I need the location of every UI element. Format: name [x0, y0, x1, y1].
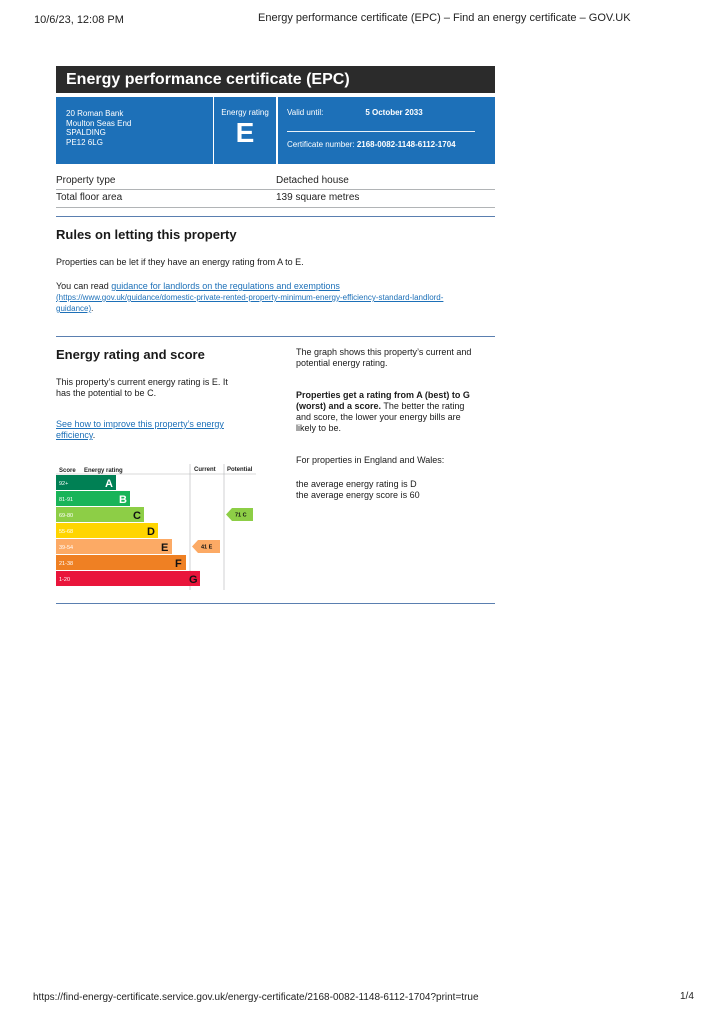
validity-divider — [287, 131, 475, 132]
rating-explanation — [296, 390, 470, 434]
improve-link-line-2[interactable]: efficiency — [56, 430, 93, 440]
chart-header-current: Current — [194, 467, 216, 473]
bold-line-2: (worst) and a score. — [296, 401, 382, 411]
chart-band-bar-d — [78, 523, 158, 538]
address-block — [56, 97, 213, 164]
property-type-value: Detached house — [276, 175, 349, 186]
graph-description — [296, 347, 471, 369]
improve-link-line-1[interactable]: See how to improve this property’s energy — [56, 419, 224, 429]
chart-score-range-b: 81-91 — [59, 497, 74, 503]
floor-area-label: Total floor area — [56, 192, 123, 203]
current-rating-text — [56, 377, 228, 399]
chart-score-range-e: 39-54 — [59, 545, 74, 551]
chart-header-potential: Potential — [227, 467, 253, 473]
graph-description-line-2: potential energy rating. — [296, 358, 388, 368]
section-divider — [56, 216, 495, 217]
improve-suffix: . — [92, 430, 96, 440]
print-page-title: Energy performance certificate (EPC) – Find an energy certificate – GOV.UK — [258, 12, 631, 24]
valid-until-label: Valid until: — [287, 108, 324, 117]
chart-current-label: 41 E — [201, 544, 213, 551]
explanation-line-3: and score, the lower your energy bills are — [296, 412, 461, 422]
chart-band-letter-f: F — [175, 558, 182, 570]
section-divider — [56, 603, 495, 604]
letting-text: Properties can be let if they have an energy rating from A to E. — [56, 257, 304, 267]
property-type-row — [56, 172, 495, 189]
floor-area-row — [56, 189, 495, 206]
epc-title: Energy performance certificate (EPC) — [56, 66, 495, 93]
guidance-suffix: . — [91, 304, 94, 313]
chart-band-letter-g: G — [189, 574, 198, 586]
guidance-url-line-1[interactable]: (https://www.gov.uk/guidance/domestic-private-rented-property-minimum-energy-efficiency-standard-landlord- — [56, 293, 444, 302]
valid-until-date: 5 October 2033 — [365, 108, 423, 117]
address-line-2: Moulton Seas End — [66, 118, 132, 128]
certificate-number: 2168-0082-1148-6112-1704 — [356, 140, 456, 149]
letting-guidance-paragraph — [56, 281, 496, 314]
chart-band-bar-f — [78, 555, 186, 570]
england-wales-text: For properties in England and Wales: — [296, 455, 445, 465]
average-rating-text: the average energy rating is D — [296, 479, 417, 489]
energy-rating-letter: E — [235, 117, 255, 148]
current-rating-line-2: has the potential to be C. — [56, 388, 157, 398]
chart-band-letter-d: D — [147, 526, 155, 538]
graph-description-line-1: The graph shows this property’s current and — [296, 347, 472, 357]
address-line-1: 20 Roman Bank — [66, 109, 124, 118]
chart-score-range-c: 69-80 — [59, 513, 74, 519]
energy-rating-chart — [56, 464, 256, 590]
average-score-text: the average energy score is 60 — [296, 490, 420, 500]
print-datetime: 10/6/23, 12:08 PM — [34, 14, 124, 26]
chart-band-letter-e: E — [161, 542, 169, 554]
certificate-number-label: Certificate number: — [287, 140, 355, 149]
letting-heading: Rules on letting this property — [56, 227, 237, 242]
chart-band-letter-b: B — [119, 494, 127, 506]
current-rating-line-1: This property’s current energy rating is E. It — [56, 377, 228, 387]
address-line-4: PE12 6LG — [66, 137, 103, 147]
energy-rating-block — [214, 97, 276, 164]
section-divider — [56, 336, 495, 337]
guidance-prefix: You can read — [56, 281, 112, 291]
chart-score-range-g: 1-20 — [59, 577, 71, 583]
chart-header-score: Score — [59, 468, 76, 474]
validity-block — [278, 97, 495, 164]
chart-band-bar-e — [78, 539, 172, 554]
address-line-3: SPALDING — [66, 128, 106, 137]
explanation-line-4: likely to be. — [296, 423, 342, 433]
chart-band-bar-g — [78, 571, 200, 586]
energy-rating-label: Energy rating — [221, 108, 269, 117]
floor-area-value: 139 square metres — [276, 192, 360, 203]
bold-line-1: Properties get a rating from A (best) to G — [296, 390, 470, 400]
chart-header-rating: Energy rating — [84, 468, 123, 474]
property-type-label: Property type — [56, 175, 116, 186]
chart-score-range-a: 92+ — [59, 481, 69, 487]
chart-score-range-d: 55-68 — [59, 529, 74, 535]
improve-link-block — [56, 419, 224, 441]
print-footer-url: https://find-energy-certificate.service.gov.uk/energy-certificate/2168-0082-1148-6112-1704?print=true — [33, 992, 479, 1003]
print-page-number: 1/4 — [680, 991, 694, 1002]
chart-band-letter-a: A — [105, 478, 113, 490]
divider — [56, 207, 495, 208]
energy-rating-heading: Energy rating and score — [56, 347, 205, 362]
chart-score-range-f: 21-38 — [59, 561, 74, 567]
chart-band-letter-c: C — [133, 510, 141, 522]
explanation-line-2: The better the rating — [381, 401, 465, 411]
guidance-link[interactable]: guidance for landlords on the regulations and exemptions — [111, 281, 340, 291]
certificate-number-row — [287, 140, 495, 149]
guidance-url-line-2[interactable]: guidance) — [56, 304, 92, 313]
chart-potential-label: 71 C — [235, 512, 247, 519]
